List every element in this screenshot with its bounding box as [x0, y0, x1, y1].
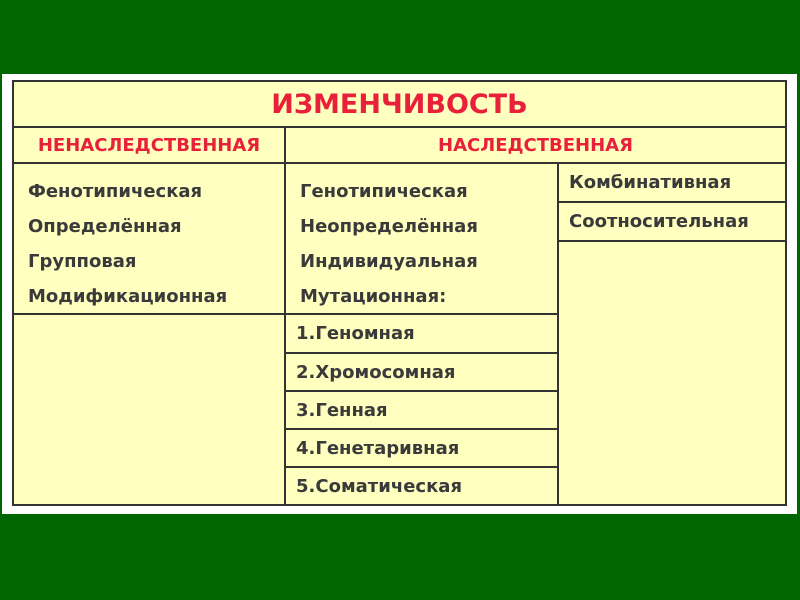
right-empty-cell — [557, 240, 787, 506]
header-hereditary: НАСЛЕДСТВЕННАЯ — [284, 126, 787, 164]
list-item: Модификационная — [28, 286, 228, 307]
mutation-item: 2.Хромосомная — [284, 352, 559, 392]
correlative-item: Соотносительная — [557, 201, 787, 242]
mutation-item: 1.Геномная — [284, 313, 559, 354]
hereditary-list — [284, 162, 559, 315]
list-item: Неопределённая — [300, 216, 478, 237]
list-item: Групповая — [28, 251, 137, 272]
header-non-hereditary: НЕНАСЛЕДСТВЕННАЯ — [12, 126, 286, 164]
non-hereditary-empty-cell — [12, 313, 286, 506]
mutation-item: 5.Соматическая — [284, 466, 559, 506]
mutation-item: 3.Генная — [284, 390, 559, 430]
diagram-panel — [2, 74, 797, 514]
list-item: Фенотипическая — [28, 181, 203, 202]
list-item: Определённая — [28, 216, 182, 237]
list-item: Индивидуальная — [300, 251, 478, 272]
list-item: Генотипическая — [300, 181, 468, 202]
list-item: Мутационная: — [300, 286, 447, 307]
non-hereditary-list — [12, 162, 286, 315]
combinative-item: Комбинативная — [557, 162, 787, 203]
mutation-item: 4.Генетаривная — [284, 428, 559, 468]
diagram-title: ИЗМЕНЧИВОСТЬ — [12, 80, 787, 128]
